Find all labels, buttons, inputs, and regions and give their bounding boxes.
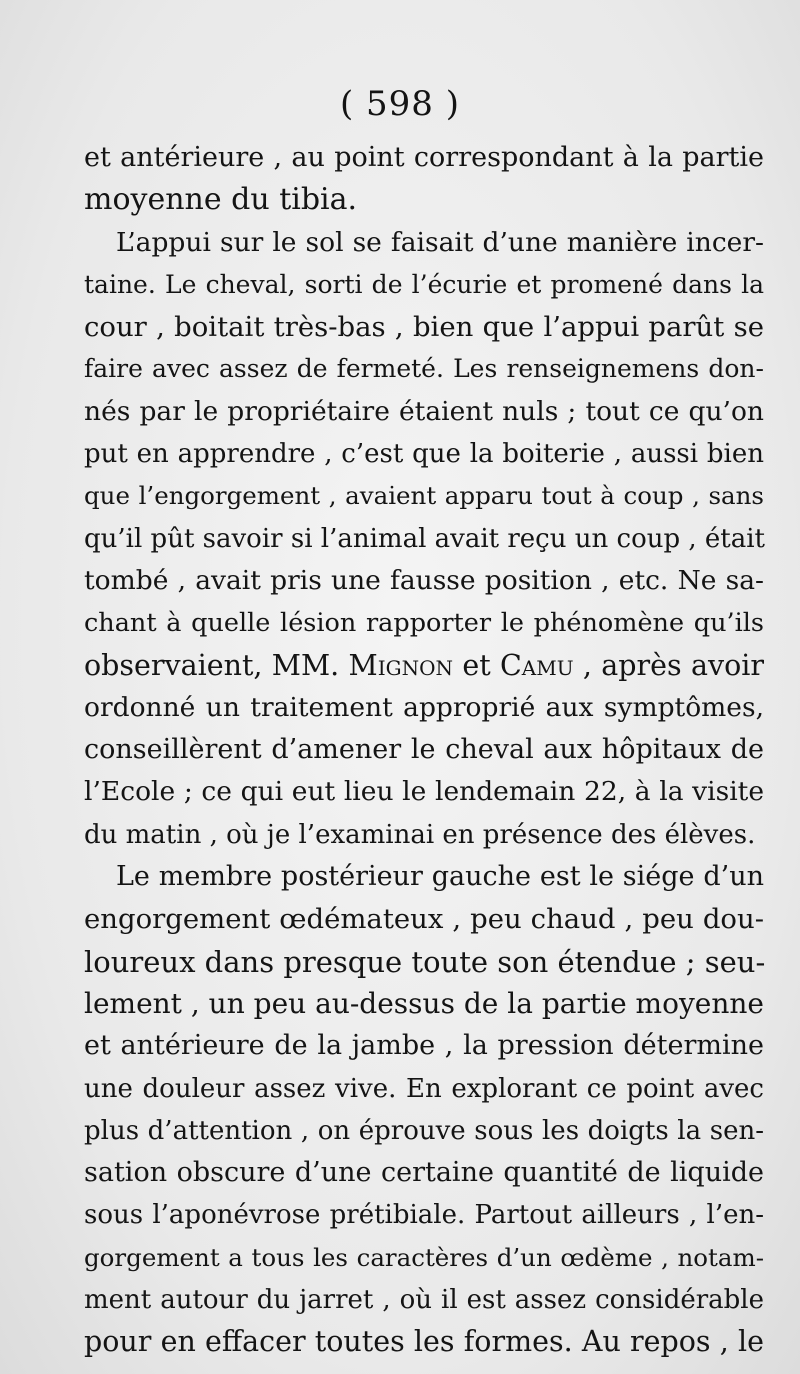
text-line: pour en effacer toutes les formes. Au repos , le bbox=[84, 1325, 764, 1359]
author-name: Mignon bbox=[348, 648, 454, 682]
text-line: et antérieure , au point correspondant à la partie bbox=[84, 142, 764, 173]
text-line: observaient, MM. Mignon et Camu , après avoir bbox=[84, 648, 764, 682]
text-line: nés par le propriétaire étaient nuls ; tout ce qu’on bbox=[84, 395, 764, 427]
text-line: cour , boitait très-bas , bien que l’appui parût se bbox=[84, 311, 764, 344]
text-line: chant à quelle lésion rapporter le phénomène qu’ils bbox=[84, 608, 764, 639]
text-line: sation obscure d’une certaine quantité de liquide bbox=[84, 1157, 764, 1189]
text-line: engorgement œdémateux , peu chaud , peu dou- bbox=[84, 903, 764, 936]
text-line: une douleur assez vive. En explorant ce point avec bbox=[84, 1073, 764, 1104]
text-line: ordonné un traitement approprié aux symptômes, bbox=[84, 691, 764, 723]
text-line: du matin , où je l’examinai en présence des élèves. bbox=[84, 819, 756, 850]
text-line: moyenne du tibia. bbox=[84, 182, 358, 218]
text-line: Le membre postérieur gauche est le siége d’un bbox=[116, 861, 764, 893]
text-line: ment autour du jarret , où il est assez considérable bbox=[84, 1285, 764, 1316]
text-line: plus d’attention , on éprouve sous les doigts la sen- bbox=[84, 1115, 764, 1146]
text-line: taine. Le cheval, sorti de l’écurie et promené dans la bbox=[84, 269, 764, 299]
text-line: gorgement a tous les caractères d’un œdème , notam- bbox=[84, 1242, 764, 1272]
text-line: put en apprendre , c’est que la boiterie , aussi bien bbox=[84, 439, 764, 470]
author-name: Camu bbox=[500, 648, 574, 682]
text-line: faire avec assez de fermeté. Les renseignemens don- bbox=[84, 354, 764, 384]
text-line: lement , un peu au-dessus de la partie moyenne bbox=[84, 986, 764, 1020]
text-line: tombé , avait pris une fausse position , etc. Ne sa- bbox=[84, 564, 764, 596]
text-line: sous l’aponévrose prétibiale. Partout ailleurs , l’en- bbox=[84, 1200, 764, 1231]
page-number: ( 598 ) bbox=[339, 84, 461, 124]
text-line: l’Ecole ; ce qui eut lieu le lendemain 22, à la visite bbox=[84, 776, 764, 808]
text-line: loureux dans presque toute son étendue ; seu- bbox=[84, 944, 766, 979]
body-text bbox=[84, 137, 764, 1364]
text-line: qu’il pût savoir si l’animal avait reçu un coup , était bbox=[84, 523, 766, 554]
text-line: L’appui sur le sol se faisait d’une manière incer- bbox=[116, 226, 764, 258]
text-line: que l’engorgement , avaient apparu tout à coup , sans bbox=[84, 481, 764, 511]
text-line: et antérieure de la jambe , la pression détermine bbox=[84, 1030, 764, 1062]
text-line: conseillèrent d’amener le cheval aux hôpitaux de bbox=[84, 734, 764, 766]
